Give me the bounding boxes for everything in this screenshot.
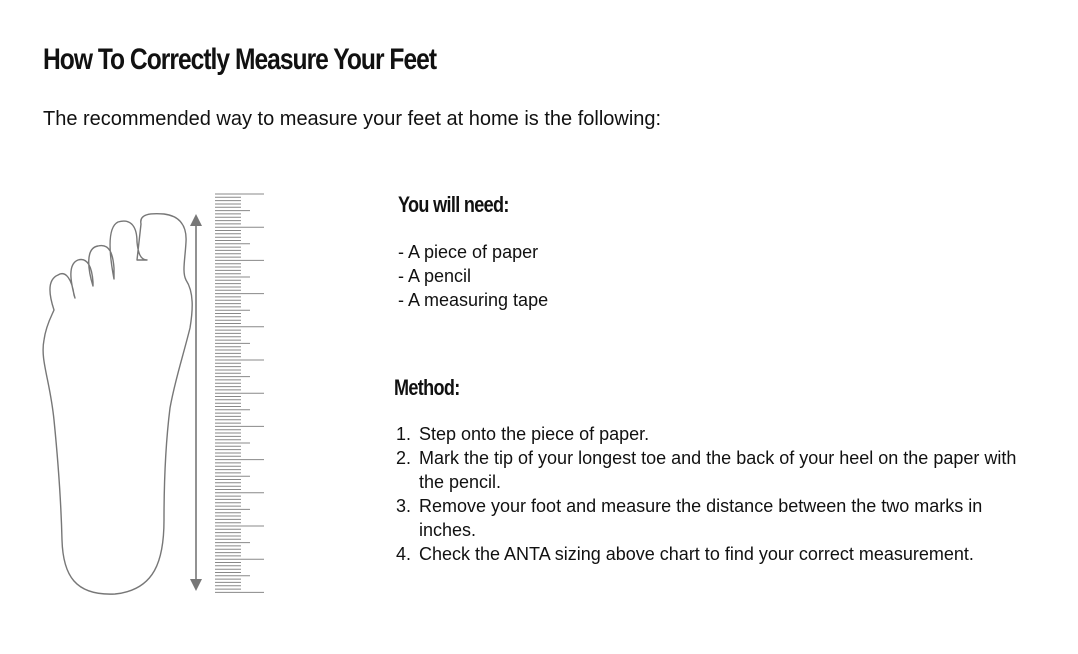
page-title: How To Correctly Measure Your Feet	[43, 43, 437, 76]
supply-item: - A pencil	[398, 266, 472, 286]
supply-item: - A piece of paper	[398, 242, 539, 262]
step-text: Remove your foot and measure the distance between the two marks in inches.	[419, 496, 983, 540]
foot-outline-icon	[43, 214, 192, 594]
method-step	[396, 494, 1036, 542]
method-heading: Method:	[394, 375, 460, 400]
step-number: 1.	[396, 424, 412, 444]
step-text: Check the ANTA sizing above chart to find your correct measurement.	[419, 544, 974, 564]
need-heading: You will need:	[398, 192, 509, 217]
double-arrow-vertical-icon	[190, 214, 202, 591]
method-step	[396, 446, 1036, 494]
foot-measure-illustration	[30, 180, 280, 610]
step-number: 3.	[396, 496, 412, 516]
method-step	[396, 542, 1036, 566]
supplies-list	[398, 240, 548, 312]
supply-item: - A measuring tape	[398, 290, 549, 310]
step-text: Mark the tip of your longest toe and the back of your heel on the paper with the pencil.	[419, 448, 1017, 492]
step-number: 4.	[396, 544, 412, 564]
method-steps-list	[396, 422, 1036, 566]
method-step	[396, 422, 1036, 446]
step-text: Step onto the piece of paper.	[419, 424, 650, 444]
step-number: 2.	[396, 448, 412, 468]
ruler-icon	[215, 194, 264, 592]
intro-text: The recommended way to measure your feet at home is the following:	[43, 108, 662, 130]
